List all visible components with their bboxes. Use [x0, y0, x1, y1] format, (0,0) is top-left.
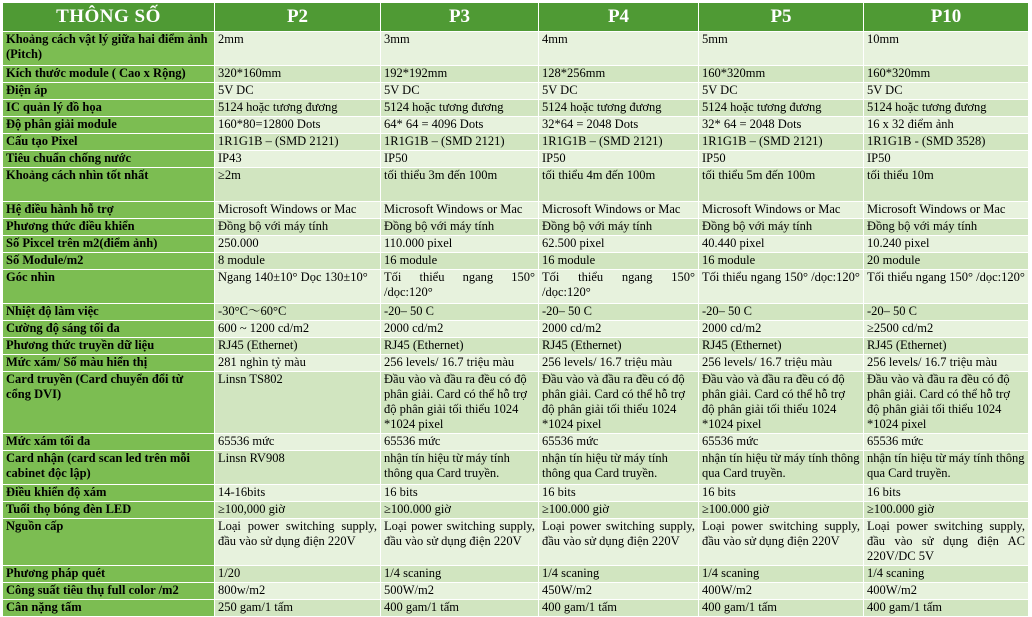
table-row [3, 270, 1029, 304]
row-value: ≥100.000 giờ [539, 502, 699, 519]
table-row [3, 219, 1029, 236]
row-value: 600 ~ 1200 cd/m2 [215, 321, 381, 338]
row-value: ≥2m [215, 168, 381, 202]
row-value: nhận tín hiệu từ máy tính thông qua Card truyền. [381, 451, 539, 485]
row-value: RJ45 (Ethernet) [381, 338, 539, 355]
header-p10: P10 [864, 3, 1029, 32]
row-label: Hệ điều hành hỗ trợ [3, 202, 215, 219]
row-value: 320*160mm [215, 66, 381, 83]
row-value: 192*192mm [381, 66, 539, 83]
row-value: Linsn RV908 [215, 451, 381, 485]
row-value: 1/4 scaning [864, 566, 1029, 583]
row-label: Tuổi thọ bóng đèn LED [3, 502, 215, 519]
row-label: Nhiệt độ làm việc [3, 304, 215, 321]
row-label: Mức xám tối đa [3, 434, 215, 451]
row-value: Microsoft Windows or Mac [699, 202, 864, 219]
row-value: 62.500 pixel [539, 236, 699, 253]
row-value: -20– 50 C [539, 304, 699, 321]
row-value: Đồng bộ với máy tính [215, 219, 381, 236]
header-p4: P4 [539, 3, 699, 32]
row-value: 450W/m2 [539, 583, 699, 600]
row-value: ≥100.000 giờ [381, 502, 539, 519]
row-value: Loại power switching supply, đầu vào sử dụng điện 220V [215, 519, 381, 566]
header-p5: P5 [699, 3, 864, 32]
row-value: Loại power switching supply, đầu vào sử dụng điện 220V [699, 519, 864, 566]
row-value: 250.000 [215, 236, 381, 253]
row-value: Linsn TS802 [215, 372, 381, 434]
row-value: 4mm [539, 32, 699, 66]
row-value: 1/4 scaning [381, 566, 539, 583]
row-value: 65536 mức [699, 434, 864, 451]
row-value: 400W/m2 [864, 583, 1029, 600]
row-value: Đầu vào và đầu ra đều có độ phân giải. Card có thể hỗ trợ độ phân giải tối thiểu 1024 *1024 pixel [381, 372, 539, 434]
row-label: Khoảng cách nhìn tốt nhất [3, 168, 215, 202]
row-value: 800w/m2 [215, 583, 381, 600]
row-value: 10mm [864, 32, 1029, 66]
header-p3: P3 [381, 3, 539, 32]
header-row [3, 3, 1029, 32]
table-row [3, 566, 1029, 583]
row-value: 20 module [864, 253, 1029, 270]
row-value: ≥100.000 giờ [699, 502, 864, 519]
row-value: 1R1G1B - (SMD 3528) [864, 134, 1029, 151]
table-row [3, 117, 1029, 134]
row-label: IC quản lý đồ họa [3, 100, 215, 117]
row-value: Đồng bộ với máy tính [864, 219, 1029, 236]
row-label: Phương pháp quét [3, 566, 215, 583]
table-row [3, 83, 1029, 100]
row-value: Đồng bộ với máy tính [381, 219, 539, 236]
row-value: Ngang 140±10° Dọc 130±10° [215, 270, 381, 304]
row-value: 5V DC [381, 83, 539, 100]
row-value: tối thiểu 5m đến 100m [699, 168, 864, 202]
row-value: Đầu vào và đầu ra đều có độ phân giải. Card có thể hỗ trợ độ phân giải tối thiểu 1024 *1024 pixel [699, 372, 864, 434]
row-value: 400W/m2 [699, 583, 864, 600]
row-value: 160*80=12800 Dots [215, 117, 381, 134]
row-value: 160*320mm [864, 66, 1029, 83]
row-value: tối thiểu 3m đến 100m [381, 168, 539, 202]
row-value: -30°C～60°C [215, 304, 381, 321]
row-value: IP50 [864, 151, 1029, 168]
row-value: 8 module [215, 253, 381, 270]
row-label: Mức xám/ Số màu hiển thị [3, 355, 215, 372]
row-value: 2000 cd/m2 [699, 321, 864, 338]
row-label: Góc nhìn [3, 270, 215, 304]
row-value: Tối thiểu ngang 150° /dọc:120° [381, 270, 539, 304]
row-label: Tiêu chuẩn chống nước [3, 151, 215, 168]
row-value: Đầu vào và đầu ra đều có độ phân giải. Card có thể hỗ trợ độ phân giải tối thiểu 1024 *1024 pixel [864, 372, 1029, 434]
table-row [3, 485, 1029, 502]
row-value: 1/4 scaning [699, 566, 864, 583]
row-value: ≥100.000 giờ [864, 502, 1029, 519]
row-value: 5124 hoặc tương đương [381, 100, 539, 117]
row-value: IP43 [215, 151, 381, 168]
table-row [3, 502, 1029, 519]
table-row [3, 600, 1029, 617]
row-value: 5124 hoặc tương đương [215, 100, 381, 117]
row-label: Số Pixcel trên m2(điểm ảnh) [3, 236, 215, 253]
row-value: Microsoft Windows or Mac [215, 202, 381, 219]
header-p2: P2 [215, 3, 381, 32]
row-label: Số Module/m2 [3, 253, 215, 270]
row-value: tối thiểu 4m đến 100m [539, 168, 699, 202]
row-value: RJ45 (Ethernet) [539, 338, 699, 355]
table-row [3, 32, 1029, 66]
row-value: 5124 hoặc tương đương [864, 100, 1029, 117]
spec-table [2, 2, 1029, 617]
row-value: 16 bits [864, 485, 1029, 502]
table-row [3, 100, 1029, 117]
row-value: IP50 [381, 151, 539, 168]
row-label: Điện áp [3, 83, 215, 100]
table-row [3, 355, 1029, 372]
row-value: 5V DC [864, 83, 1029, 100]
row-label: Phương thức truyền dữ liệu [3, 338, 215, 355]
row-value: 256 levels/ 16.7 triệu màu [699, 355, 864, 372]
row-value: 65536 mức [539, 434, 699, 451]
table-row [3, 434, 1029, 451]
row-value: Tối thiểu ngang 150° /dọc:120° [539, 270, 699, 304]
row-value: RJ45 (Ethernet) [215, 338, 381, 355]
row-value: -20– 50 C [864, 304, 1029, 321]
table-row [3, 236, 1029, 253]
row-value: 5V DC [215, 83, 381, 100]
row-label: Card truyền (Card chuyển đổi từ cổng DVI) [3, 372, 215, 434]
row-label: Phương thức điều khiển [3, 219, 215, 236]
row-value: 400 gam/1 tấm [539, 600, 699, 617]
row-value: 16 bits [539, 485, 699, 502]
table-row [3, 151, 1029, 168]
row-value: 16 bits [381, 485, 539, 502]
row-value: Tối thiểu ngang 150° /dọc:120° [699, 270, 864, 304]
row-value: Microsoft Windows or Mac [539, 202, 699, 219]
table-row [3, 304, 1029, 321]
row-value: 5V DC [539, 83, 699, 100]
row-value: 1/4 scaning [539, 566, 699, 583]
row-value: RJ45 (Ethernet) [699, 338, 864, 355]
row-value: 2000 cd/m2 [539, 321, 699, 338]
row-value: -20– 50 C [699, 304, 864, 321]
row-value: 40.440 pixel [699, 236, 864, 253]
row-value: Loại power switching supply, đầu vào sử dụng điện 220V [381, 519, 539, 566]
row-value: tối thiểu 10m [864, 168, 1029, 202]
row-value: 5mm [699, 32, 864, 66]
row-value: IP50 [699, 151, 864, 168]
row-value: Loại power switching supply, đầu vào sử dụng điện 220V [539, 519, 699, 566]
row-value: 16 module [539, 253, 699, 270]
row-label: Card nhận (card scan led trên mỗi cabinet độc lập) [3, 451, 215, 485]
row-value: 14-16bits [215, 485, 381, 502]
row-value: 250 gam/1 tấm [215, 600, 381, 617]
row-value: 400 gam/1 tấm [381, 600, 539, 617]
row-value: nhận tín hiệu từ máy tính thông qua Card truyền. [539, 451, 699, 485]
row-value: 256 levels/ 16.7 triệu màu [864, 355, 1029, 372]
row-value: ≥2500 cd/m2 [864, 321, 1029, 338]
row-value: 500W/m2 [381, 583, 539, 600]
row-value: ≥100,000 giờ [215, 502, 381, 519]
row-value: 1R1G1B – (SMD 2121) [381, 134, 539, 151]
table-row [3, 372, 1029, 434]
row-value: 16 bits [699, 485, 864, 502]
header-spec: THÔNG SỐ [3, 3, 215, 32]
row-label: Kích thước module ( Cao x Rộng) [3, 66, 215, 83]
table-body [3, 32, 1029, 617]
row-label: Độ phân giải module [3, 117, 215, 134]
row-label: Cấu tạo Pixel [3, 134, 215, 151]
table-row [3, 338, 1029, 355]
row-value: 65536 mức [864, 434, 1029, 451]
row-value: Đồng bộ với máy tính [539, 219, 699, 236]
row-value: 65536 mức [215, 434, 381, 451]
row-value: 10.240 pixel [864, 236, 1029, 253]
row-value: 32*64 = 2048 Dots [539, 117, 699, 134]
table-row [3, 451, 1029, 485]
row-label: Cường độ sáng tối đa [3, 321, 215, 338]
table-row [3, 168, 1029, 202]
row-value: Đầu vào và đầu ra đều có độ phân giải. Card có thể hỗ trợ độ phân giải tối thiểu 1024 *1024 pixel [539, 372, 699, 434]
row-value: Microsoft Windows or Mac [381, 202, 539, 219]
row-value: Microsoft Windows or Mac [864, 202, 1029, 219]
row-value: Loại power switching supply, đầu vào sử dụng điện AC 220V/DC 5V [864, 519, 1029, 566]
row-value: 64* 64 = 4096 Dots [381, 117, 539, 134]
row-value: -20– 50 C [381, 304, 539, 321]
row-value: 256 levels/ 16.7 triệu màu [381, 355, 539, 372]
row-value: 5V DC [699, 83, 864, 100]
row-value: 16 x 32 điểm ảnh [864, 117, 1029, 134]
row-label: Nguồn cấp [3, 519, 215, 566]
table-row [3, 519, 1029, 566]
table-row [3, 253, 1029, 270]
row-value: 2000 cd/m2 [381, 321, 539, 338]
row-value: 1R1G1B – (SMD 2121) [215, 134, 381, 151]
row-value: 1R1G1B – (SMD 2121) [539, 134, 699, 151]
row-value: 2mm [215, 32, 381, 66]
row-value: 65536 mức [381, 434, 539, 451]
row-value: 400 gam/1 tấm [864, 600, 1029, 617]
row-value: 160*320mm [699, 66, 864, 83]
row-value: 3mm [381, 32, 539, 66]
table-row [3, 134, 1029, 151]
row-value: 32* 64 = 2048 Dots [699, 117, 864, 134]
row-value: 256 levels/ 16.7 triệu màu [539, 355, 699, 372]
table-row [3, 66, 1029, 83]
row-value: 5124 hoặc tương đương [539, 100, 699, 117]
row-value: RJ45 (Ethernet) [864, 338, 1029, 355]
row-label: Khoảng cách vật lý giữa hai điểm ảnh (Pitch) [3, 32, 215, 66]
table-row [3, 321, 1029, 338]
row-value: nhận tín hiệu từ máy tính thông qua Card truyền. [699, 451, 864, 485]
row-label: Điều khiển độ xám [3, 485, 215, 502]
row-value: 400 gam/1 tấm [699, 600, 864, 617]
row-value: 1/20 [215, 566, 381, 583]
row-value: 1R1G1B – (SMD 2121) [699, 134, 864, 151]
row-value: Tối thiểu ngang 150° /dọc:120° [864, 270, 1029, 304]
row-value: IP50 [539, 151, 699, 168]
table-row [3, 202, 1029, 219]
row-value: 16 module [699, 253, 864, 270]
row-value: nhận tín hiệu từ máy tính thông qua Card truyền. [864, 451, 1029, 485]
row-value: 5124 hoặc tương đương [699, 100, 864, 117]
row-value: 281 nghìn tỷ màu [215, 355, 381, 372]
row-value: 16 module [381, 253, 539, 270]
row-label: Cân nặng tấm [3, 600, 215, 617]
row-value: 110.000 pixel [381, 236, 539, 253]
row-value: 128*256mm [539, 66, 699, 83]
table-row [3, 583, 1029, 600]
row-value: Đồng bộ với máy tính [699, 219, 864, 236]
row-label: Công suất tiêu thụ full color /m2 [3, 583, 215, 600]
